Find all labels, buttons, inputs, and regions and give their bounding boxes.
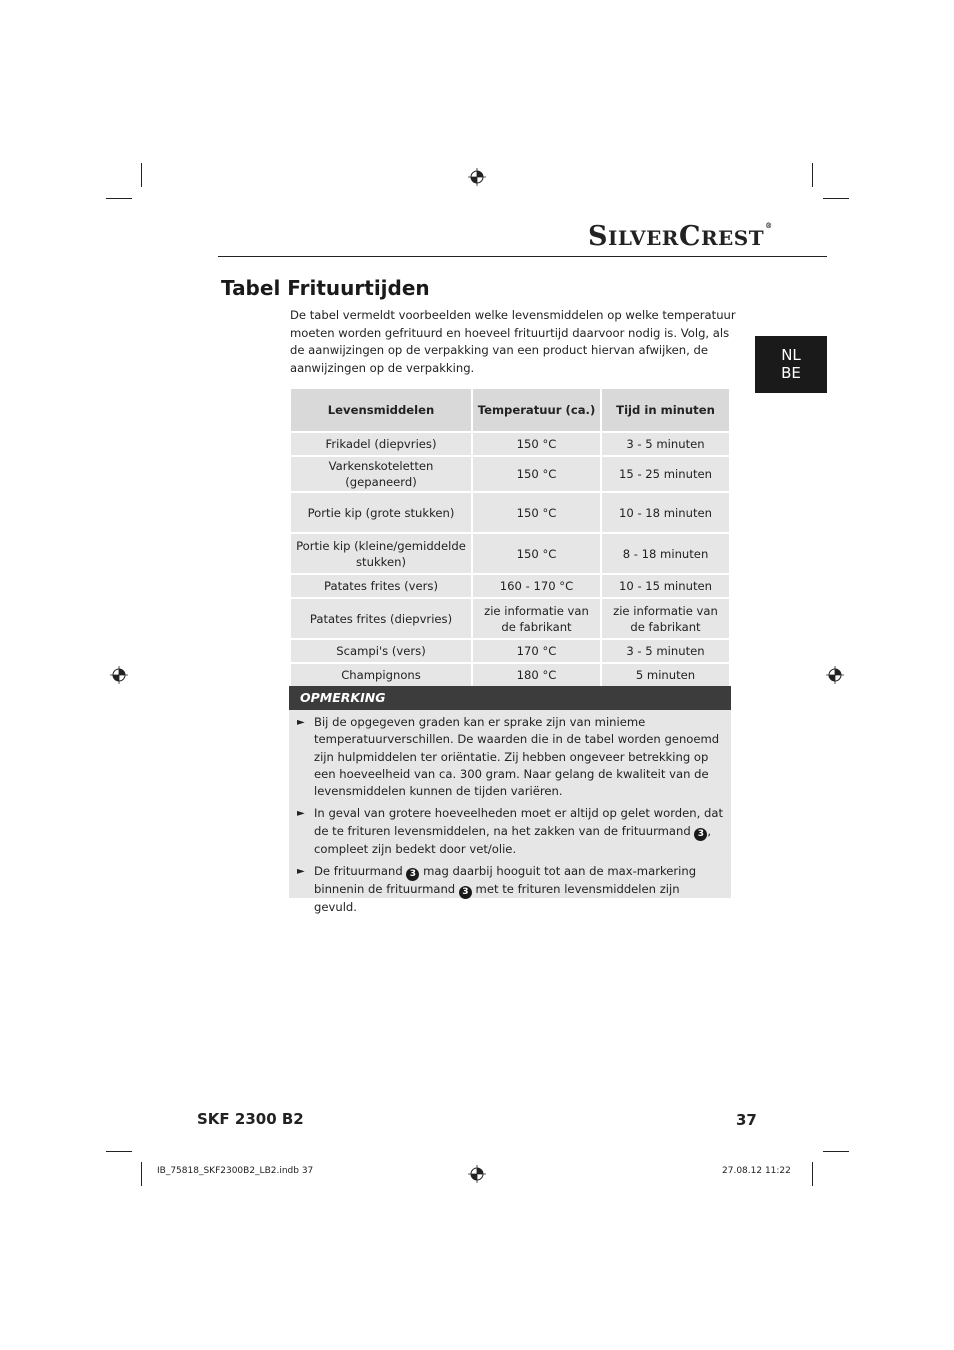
language-code: BE: [781, 364, 801, 382]
table-cell: Patates frites (diepvries): [291, 599, 471, 638]
crop-mark: [823, 198, 849, 199]
table-cell: Portie kip (kleine/gemiddelde stukken): [291, 534, 471, 573]
bullet-text: met te frituren levensmiddelen zijn gevuld.: [314, 882, 680, 915]
column-header: Tijd in minuten: [602, 389, 729, 431]
registration-mark-icon: [826, 666, 844, 684]
table-cell: 150 °C: [473, 534, 600, 573]
table-cell: 10 - 15 minuten: [602, 575, 729, 597]
table-cell: Portie kip (grote stukken): [291, 493, 471, 532]
language-tab: [755, 336, 827, 393]
bullet-text: De frituurmand: [314, 864, 403, 879]
crop-mark: [106, 198, 132, 199]
crop-mark: [812, 1162, 813, 1186]
table-cell: Frikadel (diepvries): [291, 433, 471, 455]
table-row: [291, 457, 729, 491]
crop-mark: [141, 1162, 142, 1186]
table-cell: 150 °C: [473, 433, 600, 455]
table-row: [291, 664, 729, 686]
table-cell: 3 - 5 minuten: [602, 640, 729, 662]
header-rule: [218, 256, 827, 257]
table-cell: Varkenskoteletten (gepaneerd): [291, 457, 471, 491]
column-header: Temperatuur (ca.): [473, 389, 600, 431]
bullet-text: mag daarbij hooguit tot aan de max-markering binnenin de frituurmand: [314, 864, 697, 897]
table-cell: 160 - 170 °C: [473, 575, 600, 597]
table-cell: zie informatie van de fabrikant: [602, 599, 729, 638]
part-number-badge: 3: [406, 868, 419, 881]
note-heading: OPMERKING: [289, 686, 731, 710]
table-row: [291, 575, 729, 597]
part-number-badge: 3: [459, 886, 472, 899]
bullet-text: , compleet zijn bedekt door vet/olie.: [314, 823, 712, 856]
table-cell: Champignons: [291, 664, 471, 686]
print-slug-date: 27.08.12 11:22: [722, 1166, 791, 1176]
table-row: [291, 599, 729, 638]
silvercrest-logo: SILVERCREST®: [588, 221, 773, 252]
table-cell: 8 - 18 minuten: [602, 534, 729, 573]
table-cell: 5 minuten: [602, 664, 729, 686]
print-slug-file: IB_75818_SKF2300B2_LB2.indb 37: [157, 1166, 314, 1176]
model-number: SKF 2300 B2: [197, 1110, 304, 1128]
table-cell: 180 °C: [473, 664, 600, 686]
table-cell: 3 - 5 minuten: [602, 433, 729, 455]
bullet-text: In geval van grotere hoeveelheden moet er altijd op gelet worden, dat de te frituren levensmiddelen, na het zakken van de frituurmand: [314, 806, 723, 838]
column-header: Levensmiddelen: [291, 389, 471, 431]
bullet-arrow-icon: ►: [297, 808, 305, 820]
table-row: [291, 640, 729, 662]
bullet-arrow-icon: ►: [297, 717, 305, 728]
table-header-row: [291, 389, 729, 431]
crop-mark: [812, 163, 813, 187]
bullet-text: Bij de opgegeven graden kan er sprake zijn van minieme temperatuurverschillen. De waarden die in de tabel worden genoemd zijn hulpmiddelen ter oriëntatie. Zij hebben ongeveer betrekking op een hoeveelheid van ca. 300 gram. Naar gelang de kwaliteit van de levensmiddelen kunnen de tijden variëren.: [314, 715, 720, 799]
language-code: NL: [781, 346, 801, 364]
table-cell: 15 - 25 minuten: [602, 457, 729, 491]
crop-mark: [141, 163, 142, 187]
note-bullet: [297, 805, 723, 858]
table-row: [291, 534, 729, 573]
note-bullet: [297, 863, 723, 916]
frying-times-table: [289, 387, 731, 688]
registration-mark-icon: [468, 1165, 486, 1183]
page-number: 37: [736, 1111, 757, 1129]
table-cell: Patates frites (vers): [291, 575, 471, 597]
crop-mark: [823, 1151, 849, 1152]
part-number-badge: 3: [694, 828, 707, 841]
crop-mark: [106, 1151, 132, 1152]
table-row: [291, 493, 729, 532]
note-bullet: [297, 714, 723, 800]
page-title: Tabel Frituurtijden: [221, 276, 430, 300]
table-row: [291, 433, 729, 455]
table-cell: zie informatie van de fabrikant: [473, 599, 600, 638]
note-body: [289, 710, 731, 915]
bullet-arrow-icon: ►: [297, 866, 305, 878]
table-cell: 10 - 18 minuten: [602, 493, 729, 532]
table-cell: 170 °C: [473, 640, 600, 662]
intro-paragraph: De tabel vermeldt voorbeelden welke levensmiddelen op welke temperatuur moeten worden gefrituurd en hoeveel frituurtijd daarvoor nodig is. Volg, als de aanwijzingen op de verpakking van een product hiervan afwijken, de aanwijzingen op de verpakking.: [290, 308, 736, 375]
registration-mark-icon: [468, 168, 486, 186]
table-cell: Scampi's (vers): [291, 640, 471, 662]
registration-mark-icon: [110, 666, 128, 684]
table-cell: 150 °C: [473, 457, 600, 491]
table-cell: 150 °C: [473, 493, 600, 532]
